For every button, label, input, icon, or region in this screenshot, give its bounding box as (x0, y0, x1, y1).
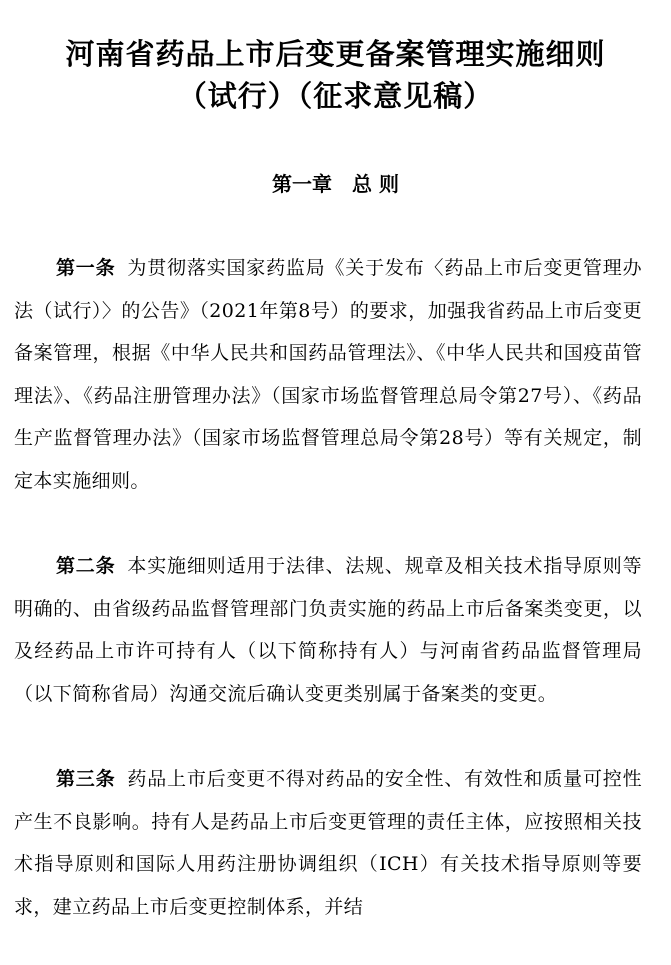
document-title-line-2: （试行）（征求意见稿） (177, 79, 494, 113)
article-3-text: 药品上市后变更不得对药品的安全性、有效性和质量可控性产生不良影响。持有人是药品上市后变更管理的责任主体，应按照相关技术指导原则和国际人用药注册协调组织（ICH）有关技术指导原则等要求，建立药品上市后变更控制体系，并结 (14, 768, 642, 918)
article-1-label: 第一条 (56, 257, 116, 279)
article-1-text: 为贯彻落实国家药监局《关于发布〈药品上市后变更管理办法（试行）〉的公告》（2021年第8号）的要求，加强我省药品上市后变更备案管理，根据《中华人民共和国药品管理法》、《中华人民共和国疫苗管理法》、《药品注册管理办法》（国家市场监督管理总局令第27号）、《药品生产监督管理办法》（国家市场监督管理总局令第28号）等有关规定，制定本实施细则。 (14, 257, 642, 492)
document-title-line-1: 河南省药品上市后变更备案管理实施细则 (65, 37, 606, 71)
article-2-text: 本实施细则适用于法律、法规、规章及相关技术指导原则等明确的、由省级药品监督管理部门负责实施的药品上市后备案类变更，以及经药品上市许可持有人（以下简称持有人）与河南省药品监督管理局（以下简称省局）沟通交流后确认变更类别属于备案类的变更。 (14, 555, 642, 705)
article-2 (14, 545, 642, 715)
chapter-heading: 第一章 总 则 (272, 172, 399, 196)
article-3-label: 第三条 (56, 768, 116, 790)
article-3 (14, 758, 642, 928)
article-2-label: 第二条 (56, 555, 116, 577)
article-1 (14, 247, 642, 503)
